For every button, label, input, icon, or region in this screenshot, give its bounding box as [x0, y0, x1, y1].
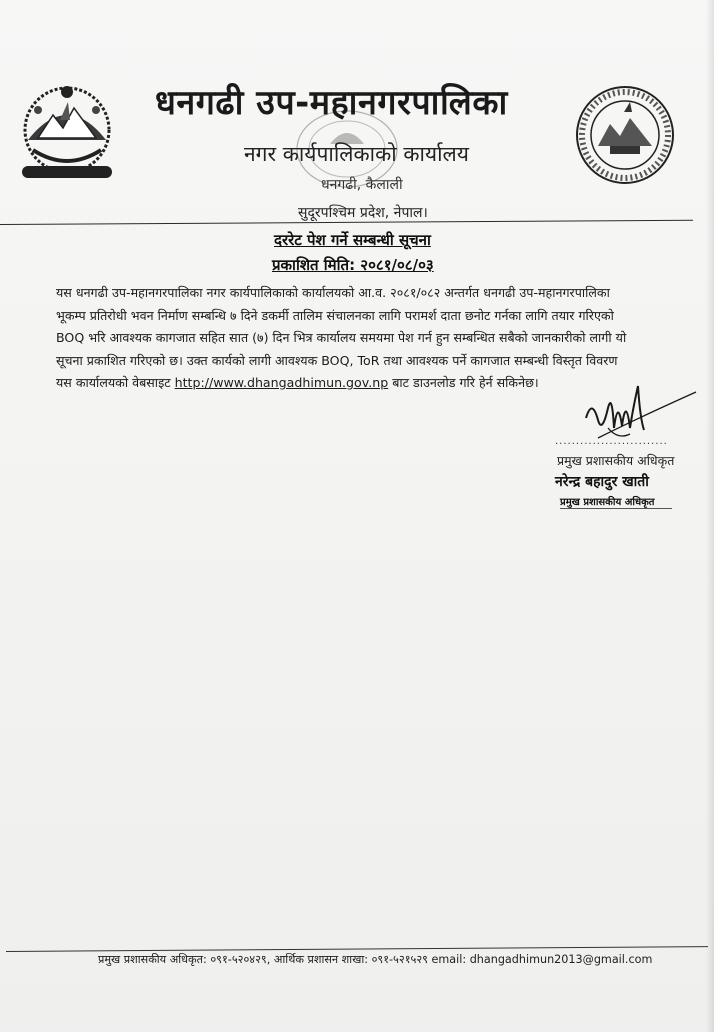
website-suffix: बाट डाउनलोड गरि हेर्न सकिनेछ।	[392, 375, 539, 390]
signatory-role: प्रमुख प्रशासकीय अधिकृत	[557, 453, 675, 468]
nepal-emblem-logo	[8, 80, 126, 184]
notice-line: सूचना प्रकाशित गरिएको छ। उक्त कार्यको लागी आवश्यक BOQ, ToR तथा आवश्यक पर्ने कागजात सम्बन्धी विस्तृत विवरण	[56, 352, 618, 368]
notice-line: भूकम्प प्रतिरोधी भवन निर्माण सम्बन्धि ७ दिने डकर्मी तालिम संचालनका लागि परामर्श दाता छनोट गर्नका लागि तयार गरिएको	[56, 307, 614, 323]
notice-line: BOQ भरि आवश्यक कागजात सहित सात (७) दिन भित्र कार्यालय समयमा पेश गर्न हुन सम्बन्धित सबैको जानकारीको लागी यो	[56, 330, 627, 345]
paper-edge-shadow	[706, 0, 714, 1032]
website-link[interactable]: http://www.dhangadhimun.gov.np	[174, 375, 389, 390]
office-location: धनगढी, कैलाली	[321, 177, 403, 193]
municipality-seal-logo	[574, 84, 676, 186]
website-prefix: यस कार्यालयको वेबसाइट	[56, 375, 171, 390]
signature-dots: ...........................	[555, 436, 668, 447]
published-date: प्रकाशित मिति: २०८१/०८/०३	[272, 256, 434, 274]
signatory-name: नरेन्द्र बहादुर खाती	[555, 474, 649, 490]
notice-line: यस धनगढी उप-महानगरपालिका नगर कार्यपालिकाको कार्यालयको आ.व. २०८१/०८२ अन्तर्गत धनगढी उप-महानगरपालिका	[56, 285, 610, 300]
municipality-title: धनगढी उप-महानगरपालिका	[155, 83, 508, 123]
province-line: सुदूरपश्चिम प्रदेश, नेपाल।	[298, 205, 428, 221]
notice-title: दररेट पेश गर्ने सम्बन्धी सूचना	[274, 231, 431, 249]
footer-contact: प्रमुख प्रशासकीय अधिकृत: ०९१-५२०४२९, आर्थिक प्रशासन शाखा: ०९१-५२१५२९ email: dhangadhimun2013@gmail.com	[98, 953, 653, 966]
signatory-stamp: प्रमुख प्रशासकीय अधिकृत	[560, 494, 672, 509]
office-name: नगर कार्यपालिकाको कार्यालय	[244, 142, 469, 166]
